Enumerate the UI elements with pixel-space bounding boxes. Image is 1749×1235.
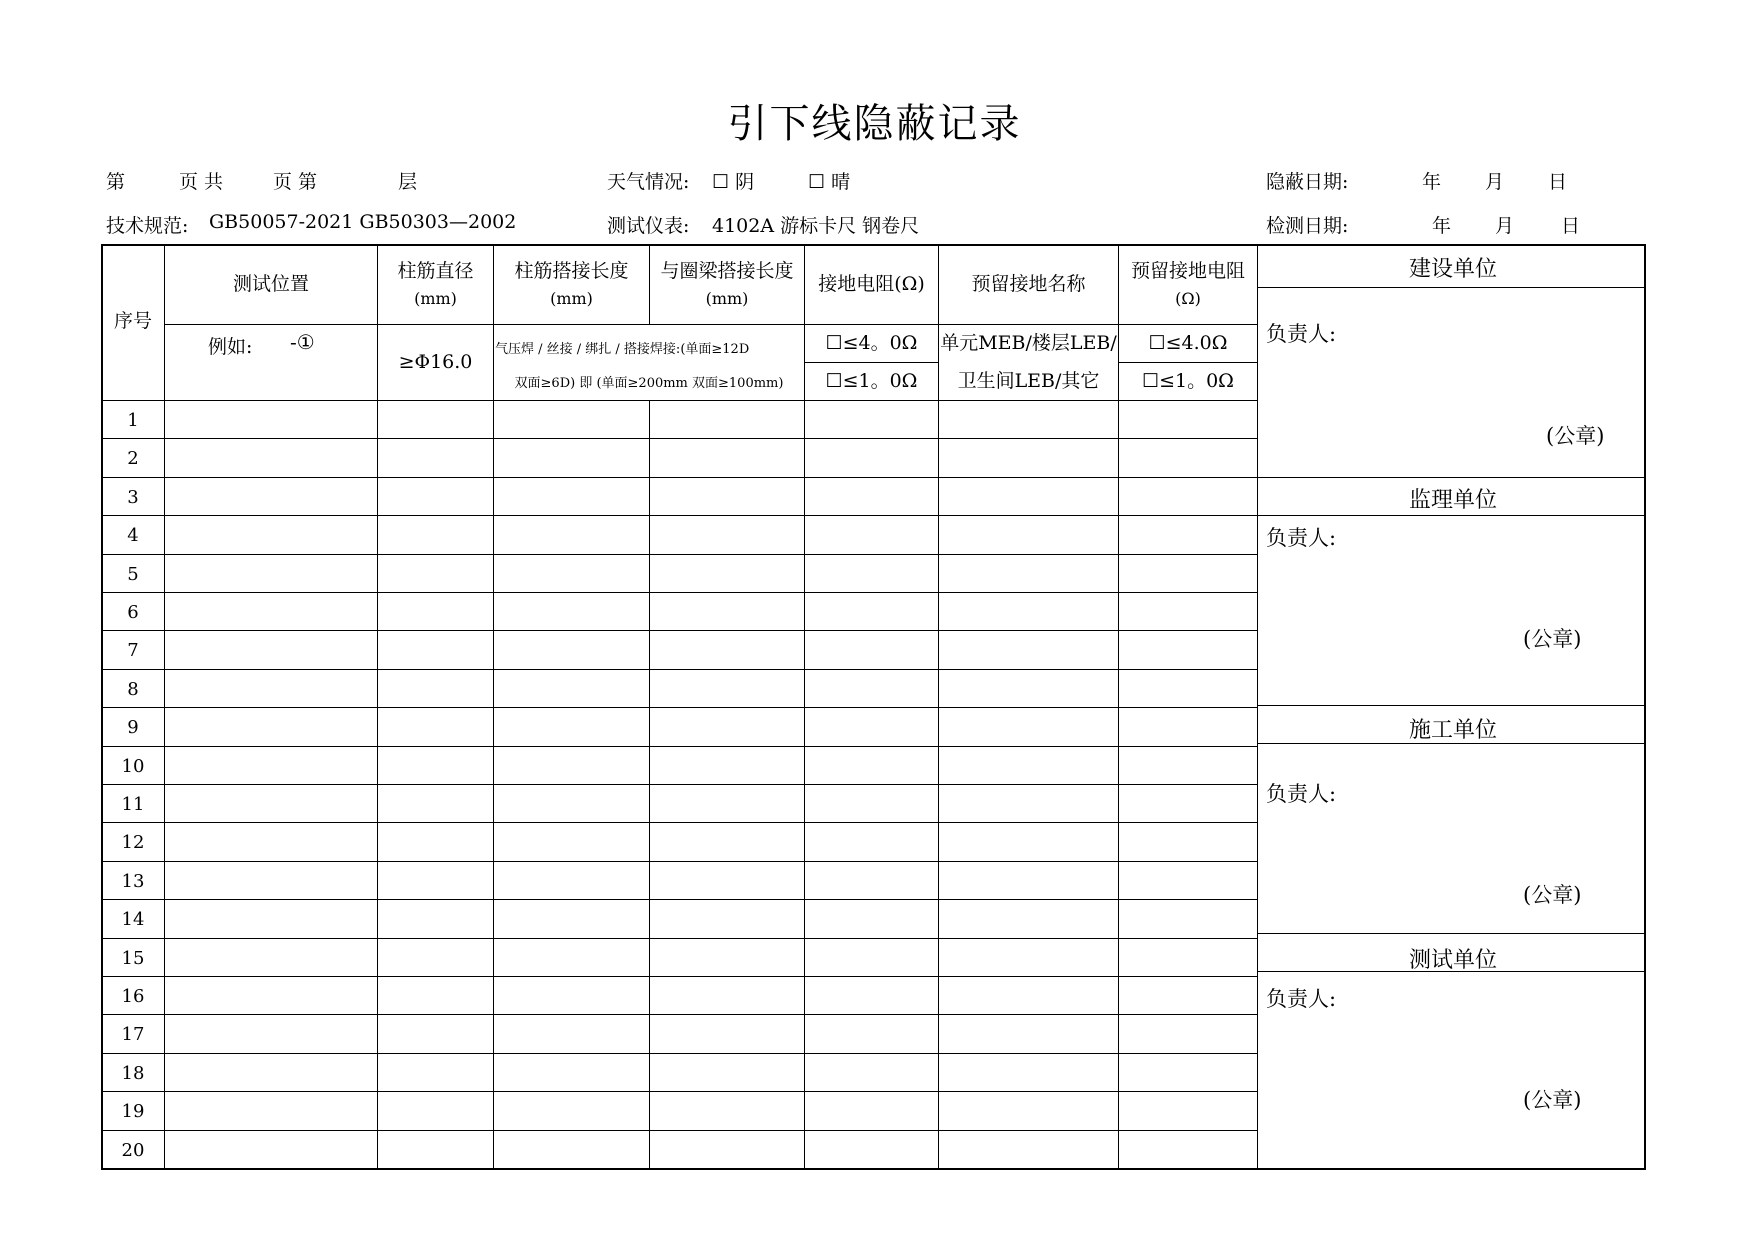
- row-number: 15: [121, 948, 145, 969]
- row-line: [101, 746, 1258, 747]
- example-weld-line-2: 双面≥6D) 即 (单面≥200mm 双面≥100mm): [514, 376, 784, 391]
- page-ye-di: 页 第: [273, 171, 318, 193]
- row-number: 20: [121, 1140, 145, 1161]
- signer-label: 负责人:: [1266, 526, 1337, 550]
- example-name-line-2: 卫生间LEB/其它: [957, 369, 1100, 392]
- unit-title: 测试单位: [1408, 948, 1497, 973]
- header-resistance: 接地电阻(Ω): [818, 272, 925, 295]
- header-reserve-resistance-unit: (Ω): [1175, 288, 1201, 308]
- row-number: 11: [121, 794, 145, 815]
- conceal-date-month: 月: [1485, 171, 1505, 193]
- example-name-line-1: 单元MEB/楼层LEB/: [940, 331, 1117, 354]
- spec-value: GB50057-2021 GB50303—2002: [209, 211, 517, 233]
- page-title: 引下线隐蔽记录: [727, 101, 1022, 147]
- example-res-4[interactable]: ☐≤4。0Ω: [825, 331, 918, 354]
- example-weld-line-1: 气压焊 / 丝接 / 绑扎 / 搭接焊接:(单面≥12D: [495, 342, 750, 357]
- row-number: 1: [127, 410, 139, 431]
- header-seq: 序号: [113, 310, 152, 333]
- unit-divider: [1257, 705, 1645, 706]
- example-reserve-res-4[interactable]: ☐≤4.0Ω: [1148, 331, 1228, 354]
- page-di: 第: [106, 171, 126, 193]
- row-line: [101, 822, 1258, 823]
- page-ye-gong: 页 共: [179, 171, 224, 193]
- signer-label: 负责人:: [1266, 782, 1337, 806]
- example-res-1[interactable]: ☐≤1。0Ω: [825, 369, 918, 392]
- row-line: [101, 1130, 1258, 1131]
- header-reserve-name: 预留接地名称: [971, 272, 1086, 295]
- seal-label: (公章): [1546, 424, 1605, 448]
- row-line: [101, 976, 1258, 977]
- table-border-bottom: [101, 1168, 1646, 1170]
- example-mark: -①: [290, 330, 315, 354]
- unit-divider: [1257, 287, 1645, 288]
- row-line: [101, 784, 1258, 785]
- header-diameter-unit: (mm): [414, 288, 457, 308]
- row-number: 19: [121, 1101, 145, 1122]
- instrument-label: 测试仪表:: [607, 215, 690, 237]
- test-date-year: 年: [1432, 215, 1452, 237]
- row-line: [101, 1014, 1258, 1015]
- conceal-date-day: 日: [1548, 171, 1568, 193]
- row-line: [101, 861, 1258, 862]
- seal-label: (公章): [1523, 1088, 1582, 1112]
- signer-label: 负责人:: [1266, 987, 1337, 1011]
- spec-label: 技术规范:: [106, 215, 189, 237]
- test-date-label: 检测日期:: [1266, 215, 1349, 237]
- row-line: [101, 707, 1258, 708]
- row-number: 2: [127, 448, 139, 469]
- header-reserve-resistance-label: 预留接地电阻: [1130, 260, 1245, 283]
- unit-divider: [1257, 933, 1645, 934]
- seal-label: (公章): [1523, 627, 1582, 651]
- header-ring-beam-label: 与圈梁搭接长度: [660, 260, 794, 283]
- signer-label: 负责人:: [1266, 322, 1337, 346]
- row-number: 9: [127, 717, 139, 738]
- table-border-right: [1644, 244, 1646, 1170]
- conceal-date-year: 年: [1422, 171, 1442, 193]
- header-reserve-resistance: [1119, 245, 1257, 324]
- row-number: 17: [121, 1024, 145, 1045]
- row-line: [101, 554, 1258, 555]
- row-number: 14: [121, 909, 145, 930]
- header-overlap-label: 柱筋搭接长度: [514, 260, 629, 283]
- row-line: [101, 630, 1258, 631]
- unit-divider: [1257, 515, 1645, 516]
- row-number: 18: [121, 1063, 145, 1084]
- row-line: [101, 938, 1258, 939]
- row-number: 16: [121, 986, 145, 1007]
- conceal-date-label: 隐蔽日期:: [1266, 171, 1349, 193]
- unit-divider: [1257, 477, 1645, 478]
- row-line: [101, 515, 1258, 516]
- page-ceng: 层: [398, 171, 418, 193]
- row-number: 12: [121, 832, 145, 853]
- row-line: [101, 1091, 1258, 1092]
- row-line: [101, 592, 1258, 593]
- header-overlap-unit: (mm): [550, 288, 593, 308]
- row-line: [101, 400, 1258, 401]
- example-diameter: ≥Φ16.0: [398, 350, 473, 373]
- seal-label: (公章): [1523, 883, 1582, 907]
- header-ring-beam-unit: (mm): [705, 288, 749, 308]
- row-number: 10: [121, 756, 145, 777]
- row-number: 8: [127, 679, 139, 700]
- header-position: 测试位置: [232, 272, 309, 295]
- weather-option-sunny[interactable]: ☐ 晴: [808, 171, 851, 193]
- row-line: [101, 477, 1258, 478]
- row-number: 13: [121, 871, 145, 892]
- row-line: [101, 438, 1258, 439]
- header-ring-beam: [650, 245, 804, 324]
- weather-option-cloudy[interactable]: ☐ 阴: [712, 171, 755, 193]
- unit-title: 监理单位: [1408, 488, 1497, 513]
- row-number: 4: [127, 525, 139, 546]
- row-line: [101, 899, 1258, 900]
- row-number: 7: [127, 640, 139, 661]
- row-number: 3: [127, 487, 139, 508]
- header-overlap: [494, 245, 649, 324]
- header-diameter: [378, 245, 493, 324]
- row-number: 5: [127, 564, 139, 585]
- instrument-value: 4102A 游标卡尺 钢卷尺: [712, 215, 920, 237]
- example-label: 例如:: [208, 336, 253, 358]
- weather-label: 天气情况:: [607, 171, 690, 193]
- example-reserve-res-1[interactable]: ☐≤1。0Ω: [1142, 369, 1234, 392]
- row-line: [101, 669, 1258, 670]
- test-date-day: 日: [1561, 215, 1581, 237]
- header-diameter-label: 柱筋直径: [397, 260, 474, 283]
- row-number: 6: [127, 602, 139, 623]
- test-date-month: 月: [1495, 215, 1515, 237]
- unit-title: 建设单位: [1408, 257, 1497, 282]
- unit-title: 施工单位: [1408, 718, 1497, 743]
- row-line: [101, 1053, 1258, 1054]
